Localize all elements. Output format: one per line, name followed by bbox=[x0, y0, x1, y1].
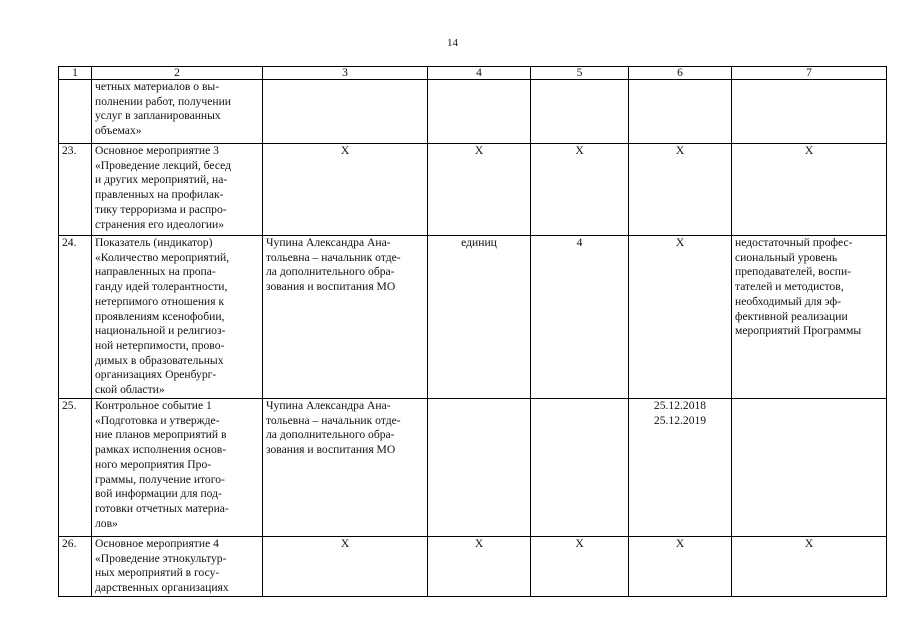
event-name: Показатель (индикатор) «Количество мероприятий, направленных на пропа- ганду идей толерантности, нетерпимого отношения к проявлениям ксенофобии, национальной и религиоз- ной нетерпимости, прово- димых в образовательных организациях Оренбург- ской области» bbox=[92, 236, 263, 399]
row-number: 25. bbox=[59, 398, 92, 536]
responsible-person bbox=[263, 80, 428, 144]
responsible-person: Чупина Александра Ана- тольевна – начальник отде- ла дополнительного обра- зования и воспитания МО bbox=[263, 398, 428, 536]
table-row bbox=[59, 80, 887, 144]
row-number bbox=[59, 80, 92, 144]
responsible-person: Х bbox=[263, 536, 428, 596]
unit-cell: Х bbox=[428, 536, 531, 596]
date-cell bbox=[629, 80, 732, 144]
header-cell: 3 bbox=[263, 67, 428, 80]
table-row bbox=[59, 144, 887, 236]
unit-cell bbox=[428, 398, 531, 536]
header-cell: 2 bbox=[92, 67, 263, 80]
header-row bbox=[59, 67, 887, 80]
value-cell: Х bbox=[531, 144, 629, 236]
value-cell: 4 bbox=[531, 236, 629, 399]
table-row bbox=[59, 236, 887, 399]
note-cell: Х bbox=[732, 536, 887, 596]
table-row bbox=[59, 398, 887, 536]
unit-cell bbox=[428, 80, 531, 144]
responsible-person: Чупина Александра Ана- тольевна – начальник отде- ла дополнительного обра- зования и воспитания МО bbox=[263, 236, 428, 399]
unit-cell: единиц bbox=[428, 236, 531, 399]
page-number: 14 bbox=[447, 37, 458, 49]
row-number: 23. bbox=[59, 144, 92, 236]
note-cell bbox=[732, 80, 887, 144]
value-cell: Х bbox=[531, 536, 629, 596]
header-cell: 6 bbox=[629, 67, 732, 80]
header-cell: 4 bbox=[428, 67, 531, 80]
program-table bbox=[58, 66, 887, 597]
event-name: Основное мероприятие 3 «Проведение лекций, бесед и других мероприятий, на- правленных на профилак- тику терроризма и распро- странения его идеологии» bbox=[92, 144, 263, 236]
date-cell: 25.12.2018 25.12.2019 bbox=[629, 398, 732, 536]
header-cell: 1 bbox=[59, 67, 92, 80]
row-number: 26. bbox=[59, 536, 92, 596]
date-cell: Х bbox=[629, 236, 732, 399]
header-cell: 7 bbox=[732, 67, 887, 80]
note-cell bbox=[732, 398, 887, 536]
note-cell: Х bbox=[732, 144, 887, 236]
unit-cell: Х bbox=[428, 144, 531, 236]
table-row bbox=[59, 536, 887, 596]
event-name: Контрольное событие 1 «Подготовка и утвержде- ние планов мероприятий в рамках исполнения основ- ного мероприятия Про- граммы, получение итого- вой информации для под- готовки отчетных материа- лов» bbox=[92, 398, 263, 536]
responsible-person: Х bbox=[263, 144, 428, 236]
event-name: четных материалов о вы- полнении работ, получении услуг в запланированных объемах» bbox=[92, 80, 263, 144]
table-body bbox=[59, 80, 887, 597]
row-number: 24. bbox=[59, 236, 92, 399]
header-cell: 5 bbox=[531, 67, 629, 80]
value-cell bbox=[531, 398, 629, 536]
value-cell bbox=[531, 80, 629, 144]
note-cell: недостаточный профес- сиональный уровень преподавателей, воспи- тателей и методистов, необходимый для эф- фективной реализации мероприятий Программы bbox=[732, 236, 887, 399]
event-name: Основное мероприятие 4 «Проведение этнокультур- ных мероприятий в госу- дарственных организациях bbox=[92, 536, 263, 596]
date-cell: Х bbox=[629, 144, 732, 236]
date-cell: Х bbox=[629, 536, 732, 596]
